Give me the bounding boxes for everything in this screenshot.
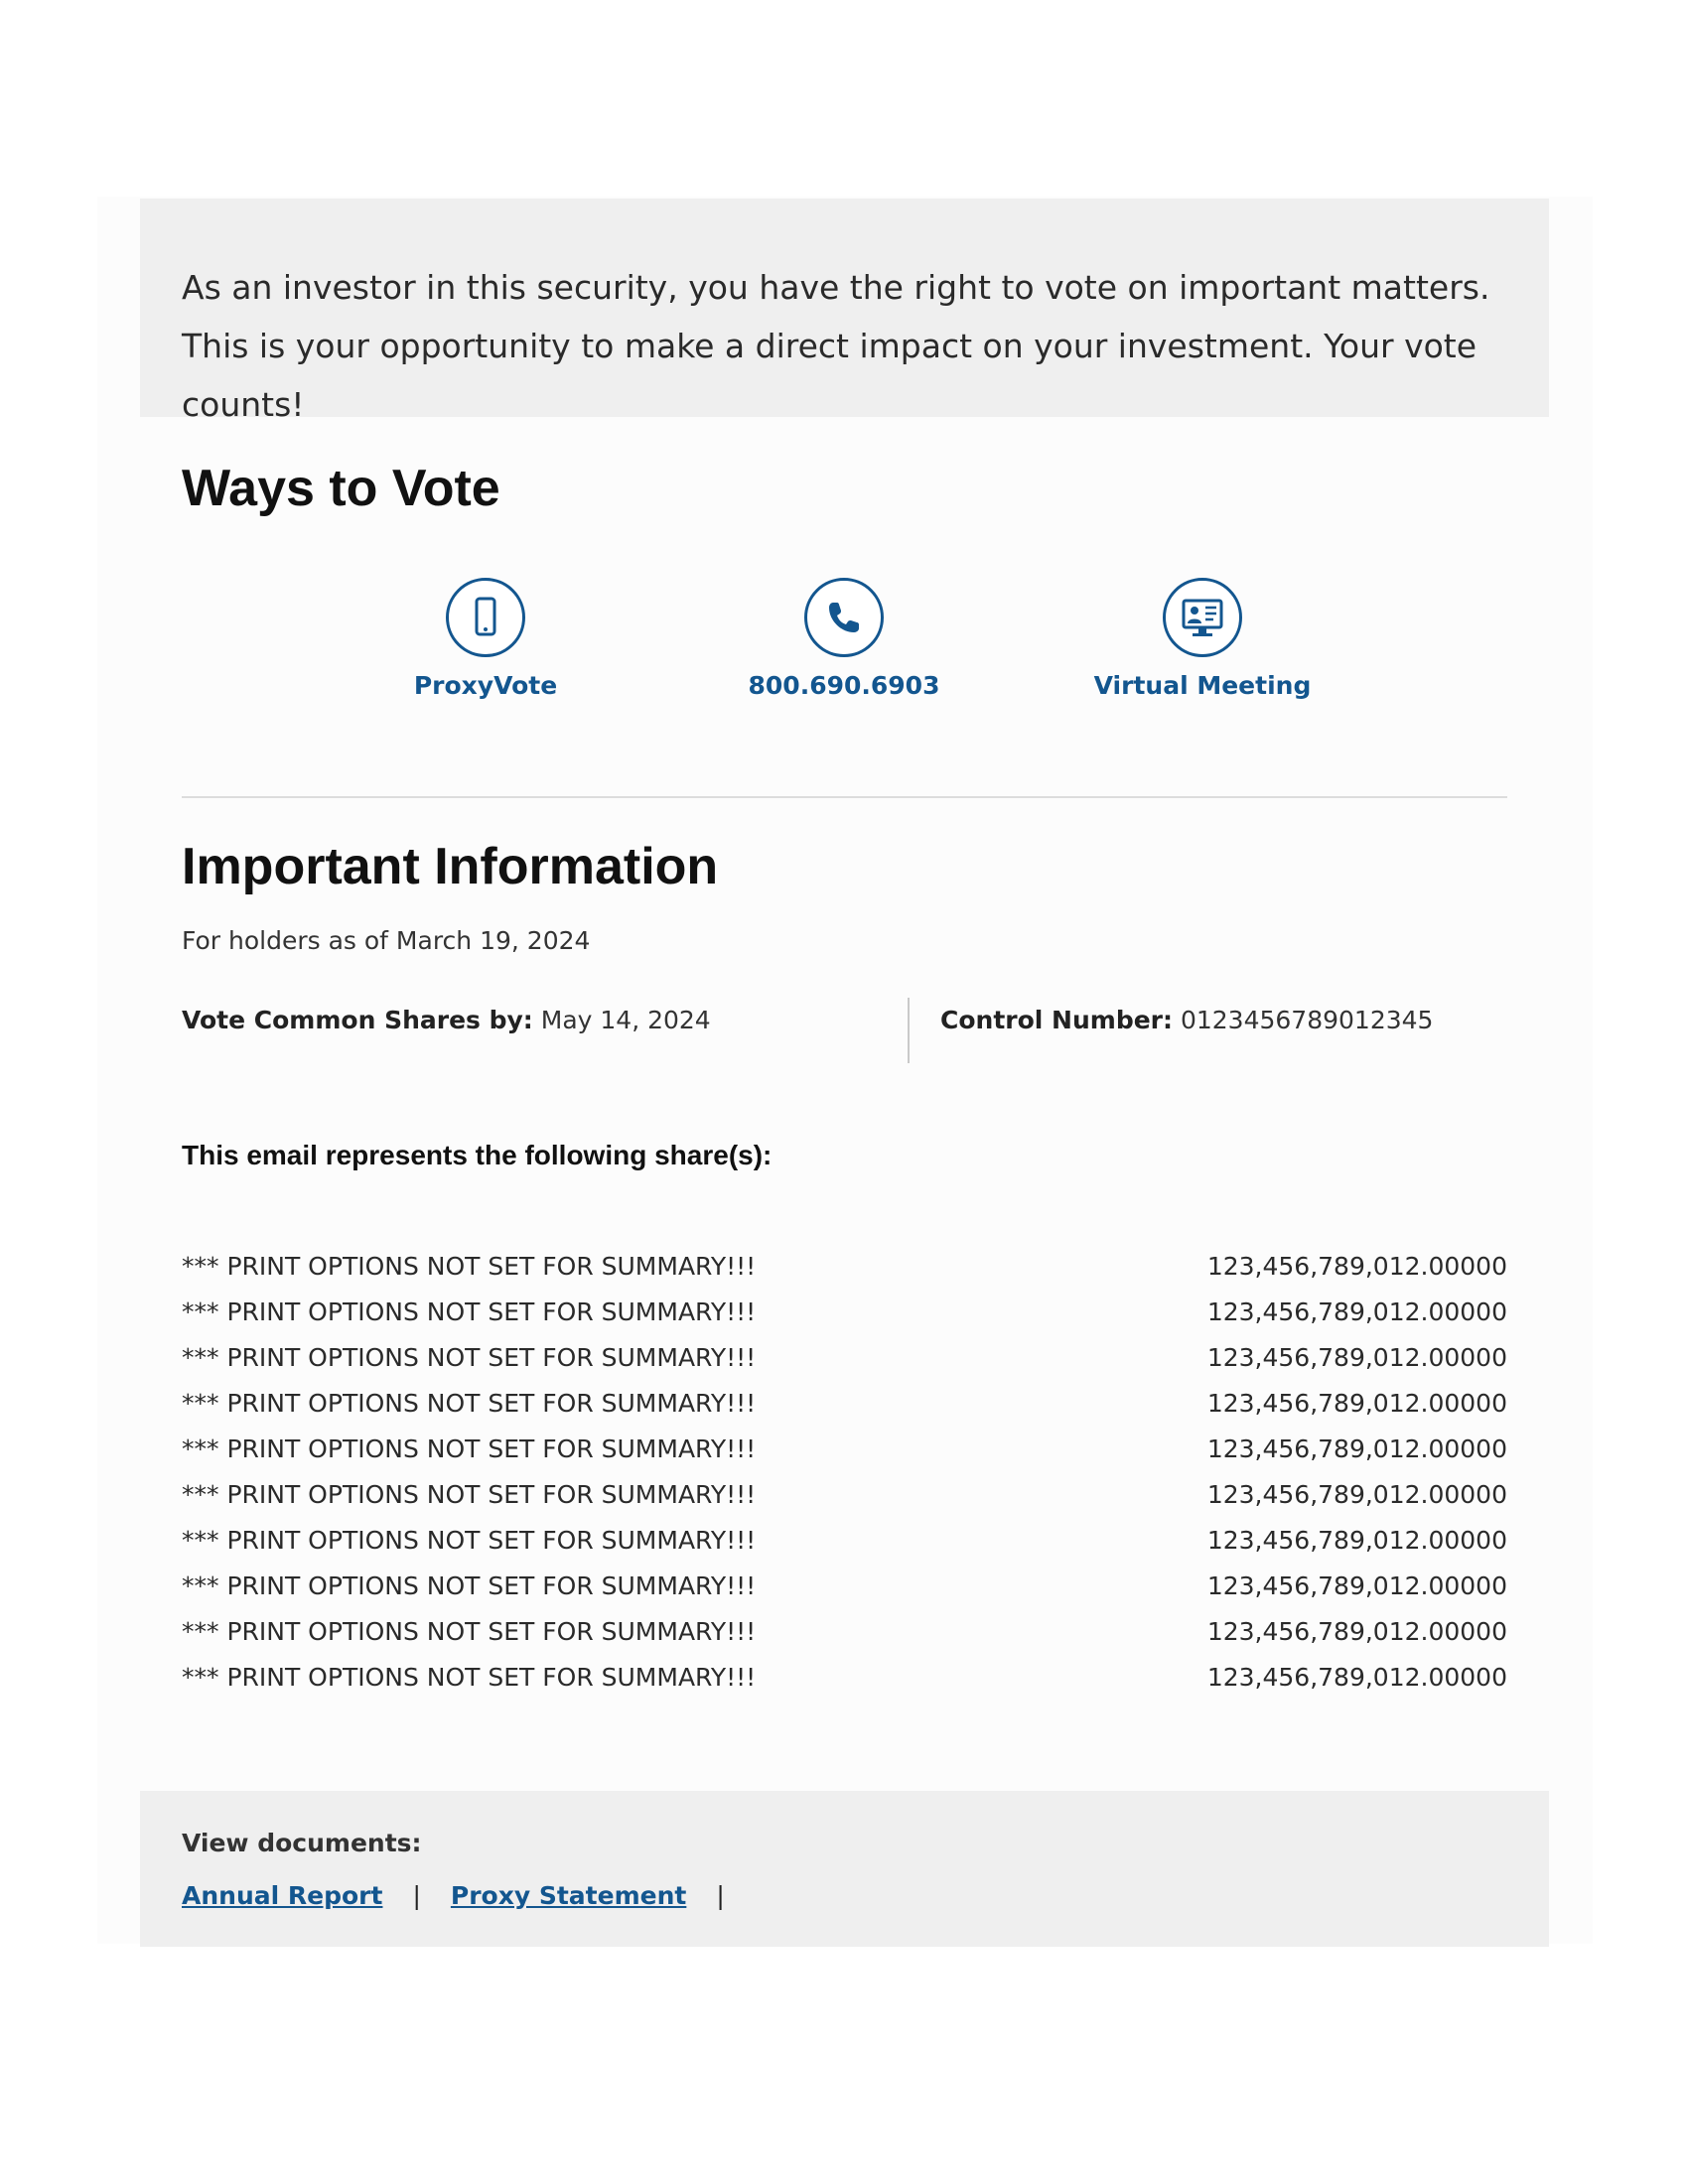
share-row (182, 1571, 1507, 1617)
share-name: *** PRINT OPTIONS NOT SET FOR SUMMARY!!! (182, 1526, 757, 1555)
share-row (182, 1617, 1507, 1663)
share-row (182, 1526, 1507, 1571)
documents-panel (140, 1791, 1549, 1947)
share-amount: 123,456,789,012.00000 (1206, 1434, 1507, 1463)
section-divider (182, 796, 1507, 798)
vote-deadline-value: May 14, 2024 (540, 1006, 711, 1034)
share-amount: 123,456,789,012.00000 (1206, 1663, 1507, 1692)
share-amount: 123,456,789,012.00000 (1206, 1571, 1507, 1600)
share-amount: 123,456,789,012.00000 (1206, 1526, 1507, 1555)
virtual-meeting-link[interactable] (1073, 578, 1332, 700)
share-amount: 123,456,789,012.00000 (1206, 1252, 1507, 1281)
monitor-presenter-icon (1163, 578, 1242, 657)
share-name: *** PRINT OPTIONS NOT SET FOR SUMMARY!!! (182, 1389, 757, 1418)
share-name: *** PRINT OPTIONS NOT SET FOR SUMMARY!!! (182, 1571, 757, 1600)
ways-to-vote-heading: Ways to Vote (182, 460, 500, 517)
annual-report-link[interactable]: Annual Report (182, 1881, 383, 1910)
share-row (182, 1297, 1507, 1343)
phone-link[interactable] (715, 578, 973, 700)
share-name: *** PRINT OPTIONS NOT SET FOR SUMMARY!!! (182, 1343, 757, 1372)
share-name: *** PRINT OPTIONS NOT SET FOR SUMMARY!!! (182, 1297, 757, 1326)
share-row (182, 1434, 1507, 1480)
link-separator: | (716, 1881, 725, 1910)
share-name: *** PRINT OPTIONS NOT SET FOR SUMMARY!!! (182, 1480, 757, 1509)
share-row (182, 1343, 1507, 1389)
share-row (182, 1480, 1507, 1526)
share-name: *** PRINT OPTIONS NOT SET FOR SUMMARY!!! (182, 1252, 757, 1281)
documents-heading: View documents: (182, 1829, 422, 1857)
proxyvote-label: ProxyVote (413, 671, 558, 700)
phone-number-label: 800.690.6903 (748, 671, 940, 700)
documents-links (182, 1881, 1507, 1910)
share-amount: 123,456,789,012.00000 (1206, 1480, 1507, 1509)
proxyvote-link[interactable] (356, 578, 615, 700)
shares-list (182, 1252, 1507, 1708)
share-amount: 123,456,789,012.00000 (1206, 1389, 1507, 1418)
intro-text: As an investor in this security, you have the right to vote on important matters. This is your opportunity to make a direct impact on your investment. Your vote counts! (182, 268, 1490, 424)
share-row (182, 1663, 1507, 1708)
share-amount: 123,456,789,012.00000 (1206, 1617, 1507, 1646)
shares-heading: This email represents the following share(s): (182, 1140, 773, 1170)
intro-banner (140, 199, 1549, 424)
share-row (182, 1389, 1507, 1434)
holders-date-text: For holders as of March 19, 2024 (182, 926, 591, 955)
smartphone-icon (446, 578, 525, 657)
vote-deadline (182, 1006, 711, 1034)
control-number-value: 0123456789012345 (1180, 1006, 1434, 1034)
info-vertical-divider (908, 998, 910, 1063)
phone-icon (804, 578, 884, 657)
important-information-heading: Important Information (182, 838, 719, 895)
share-amount: 123,456,789,012.00000 (1206, 1297, 1507, 1326)
share-amount: 123,456,789,012.00000 (1206, 1343, 1507, 1372)
control-number (940, 1006, 1433, 1034)
share-row (182, 1252, 1507, 1297)
vote-deadline-label: Vote Common Shares by: (182, 1006, 533, 1034)
proxy-statement-link[interactable]: Proxy Statement (450, 1881, 687, 1910)
virtual-meeting-label: Virtual Meeting (1093, 671, 1312, 700)
share-name: *** PRINT OPTIONS NOT SET FOR SUMMARY!!! (182, 1617, 757, 1646)
share-name: *** PRINT OPTIONS NOT SET FOR SUMMARY!!! (182, 1663, 757, 1692)
share-name: *** PRINT OPTIONS NOT SET FOR SUMMARY!!! (182, 1434, 757, 1463)
control-number-label: Control Number: (940, 1006, 1173, 1034)
link-separator: | (412, 1881, 421, 1910)
